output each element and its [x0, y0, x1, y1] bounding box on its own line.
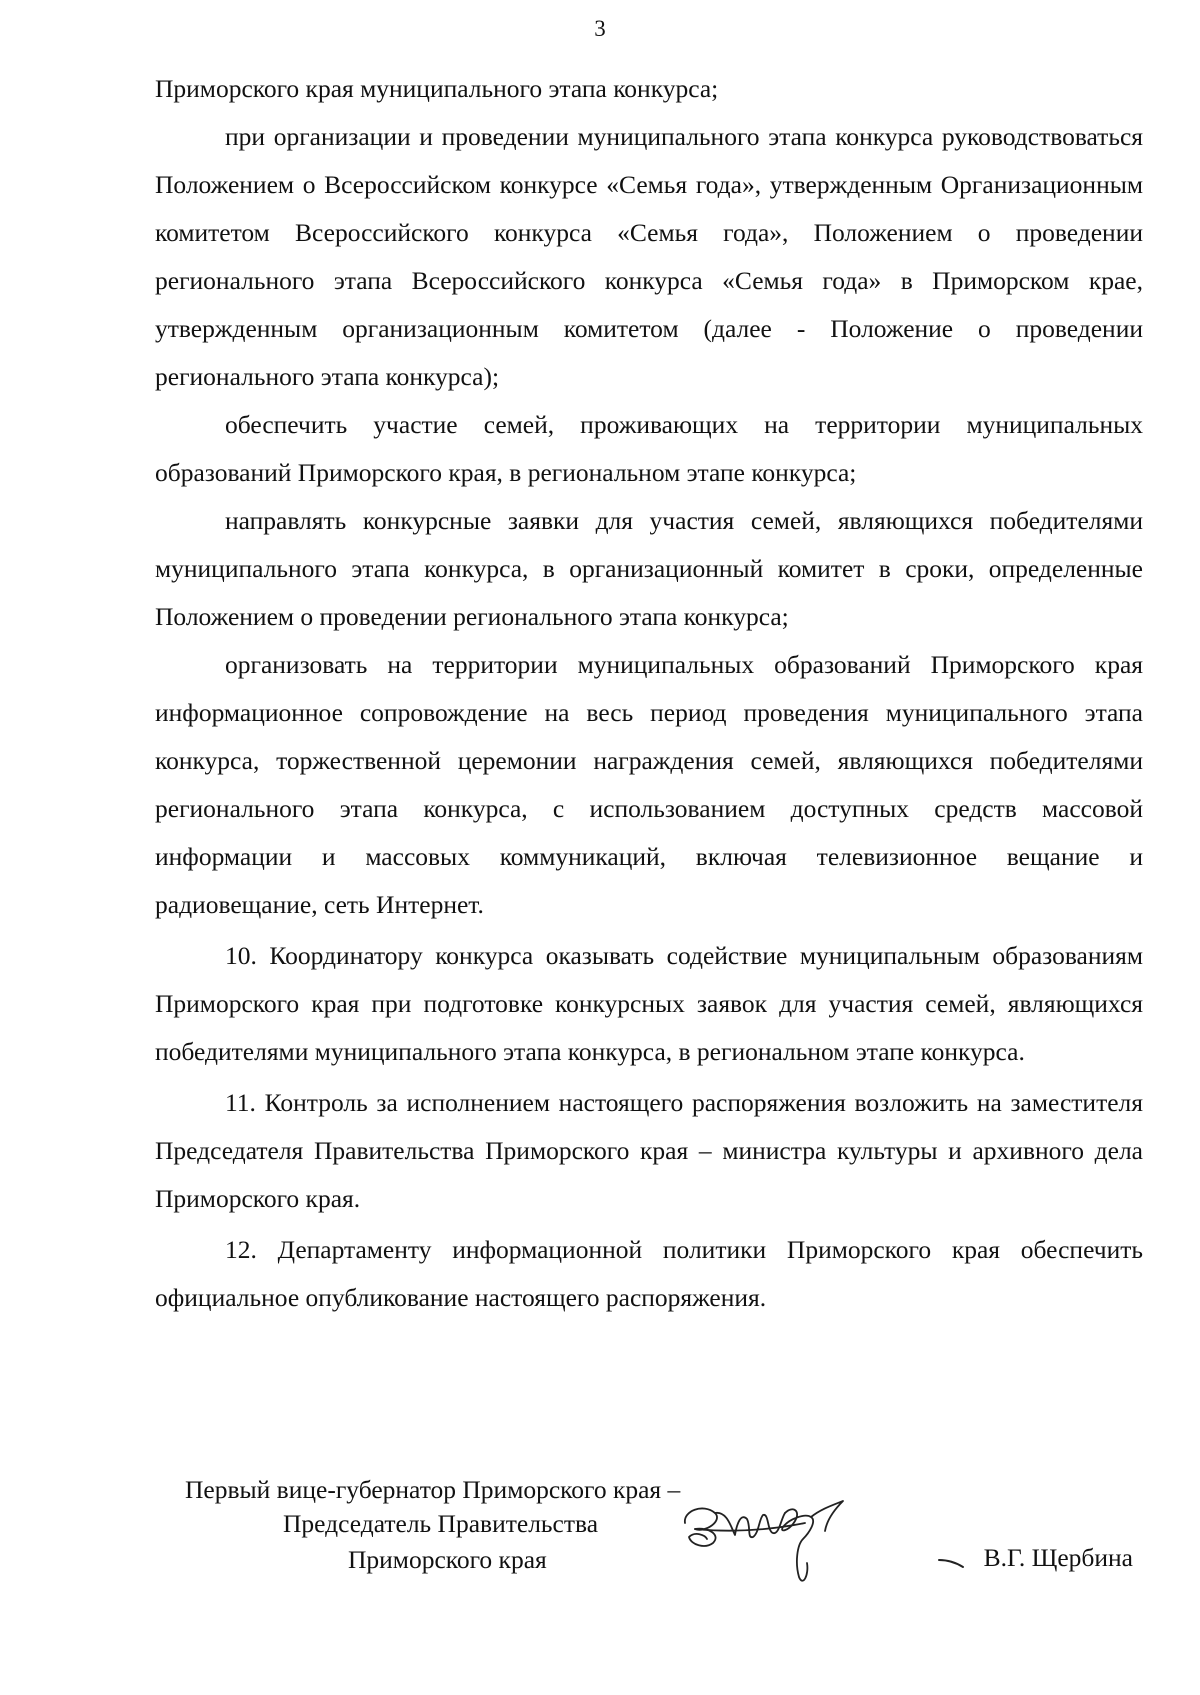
numbered-item-10: 10. Координатору конкурса оказывать содействие муниципальным образованиям Приморского края при подготовке конкурсных заявок для участия семей, являющихся победителями муниципального этапа конкурса, в региональном этапе конкурса.	[155, 941, 1143, 1066]
document-body	[155, 65, 1143, 1322]
numbered-item-11: 11. Контроль за исполнением настоящего распоряжения возложить на заместителя Председателя Правительства Приморского края – министра культуры и архивного дела Приморского края.	[155, 1088, 1143, 1213]
handwritten-signature	[675, 1483, 855, 1613]
signatory-name: В.Г. Щербина	[983, 1543, 1133, 1572]
signatory-title-line-2: Председатель Правительства	[283, 1509, 599, 1538]
signature-dash	[937, 1552, 967, 1570]
paragraph-continuation: Приморского края муниципального этапа конкурса;	[155, 74, 719, 103]
signature-block	[155, 1475, 1143, 1615]
signatory-title-line-3: Приморского края	[348, 1545, 547, 1574]
signatory-title-line-1: Первый вице-губернатор Приморского края –	[185, 1475, 681, 1504]
paragraph: обеспечить участие семей, проживающих на территории муниципальных образований Приморского края, в региональном этапе конкурса;	[155, 410, 1143, 487]
paragraph: направлять конкурсные заявки для участия семей, являющихся победителями муниципального этапа конкурса, в организационный комитет в сроки, определенные Положением о проведении регионального этапа конкурса;	[155, 506, 1143, 631]
numbered-item-12: 12. Департаменту информационной политики Приморского края обеспечить официальное опубликование настоящего распоряжения.	[155, 1235, 1143, 1312]
paragraph: организовать на территории муниципальных образований Приморского края информационное сопровождение на весь период проведения муниципального этапа конкурса, торжественной церемонии награждения семей, являющихся победителями регионального этапа конкурса, с использованием доступных средств массовой информации и массовых коммуникаций, включая телевизионное вещание и радиовещание, сеть Интернет.	[155, 650, 1143, 919]
page-number: 3	[594, 16, 606, 41]
paragraph: при организации и проведении муниципального этапа конкурса руководствоваться Положением о Всероссийском конкурсе «Семья года», утвержденным Организационным комитетом Всероссийского конкурса «Семья года», Положением о проведении регионального этапа Всероссийского конкурса «Семья года» в Приморском крае, утвержденным организационным комитетом (далее - Положение о проведении регионального этапа конкурса);	[155, 122, 1143, 391]
